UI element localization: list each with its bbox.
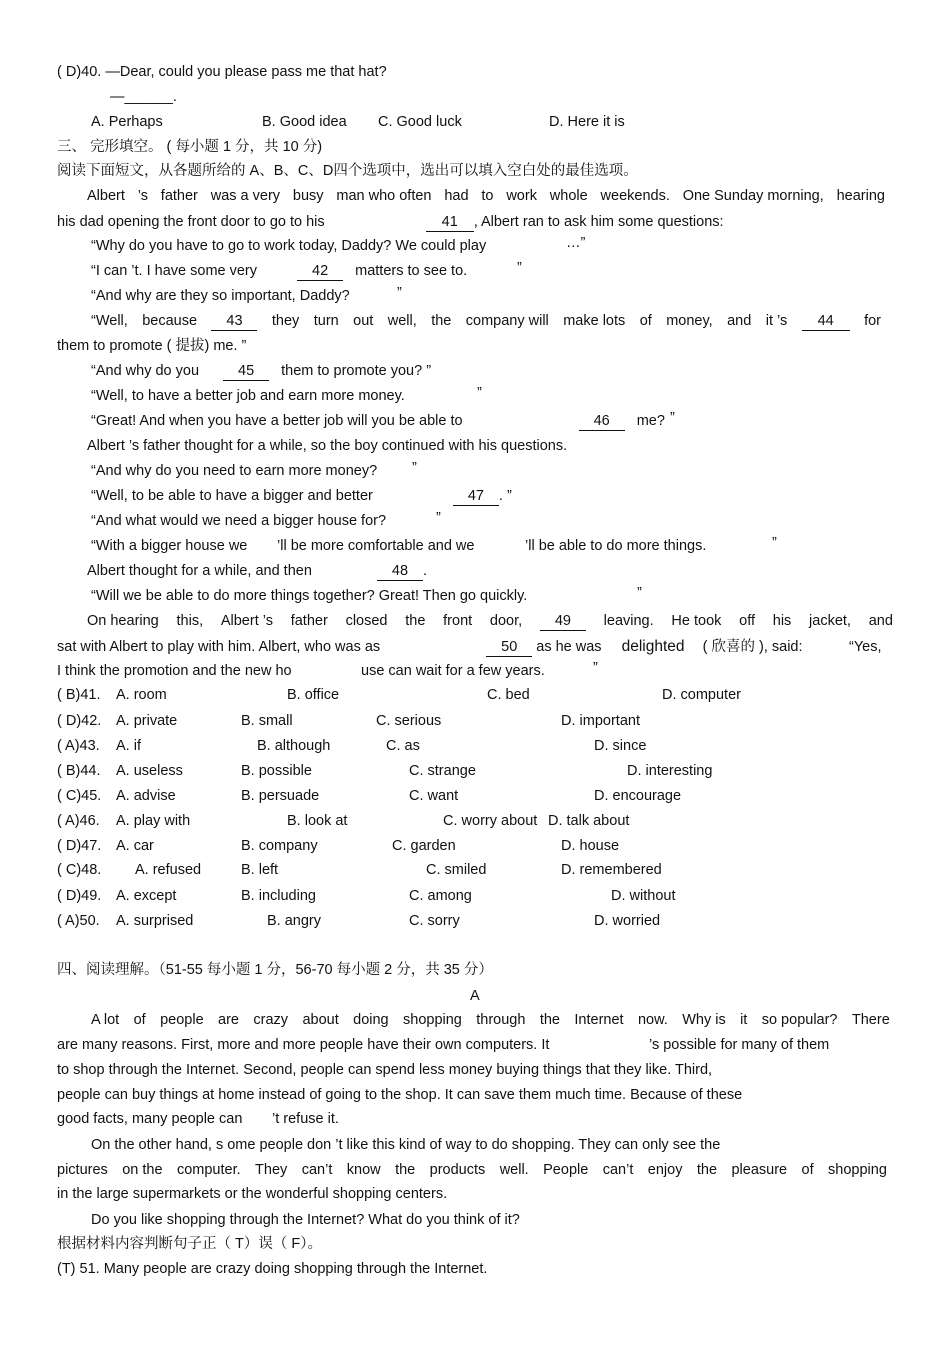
word: make lots: [563, 313, 626, 329]
cloze-line-10-end: ”: [670, 410, 675, 426]
blank-49[interactable]: 49: [540, 612, 586, 631]
answer-option: A. advise: [116, 788, 176, 804]
word: through: [476, 1012, 526, 1028]
reading-line-2a: are many reasons. First, more and more people have their own computers. It: [57, 1037, 550, 1053]
word: man who often: [336, 188, 432, 204]
cloze-line-20-end: ”: [593, 660, 598, 676]
question-51: (T) 51. Many people are crazy doing shopping through the Internet.: [57, 1261, 488, 1277]
word: so popular?: [761, 1012, 838, 1028]
word: they: [271, 313, 300, 329]
cloze-line-14-end: ”: [436, 510, 441, 526]
cloze-line-14: “And what would we need a bigger house for?: [91, 513, 387, 529]
word: hearing: [836, 188, 885, 204]
answer-option: C. as: [386, 738, 420, 754]
answer-option: C. garden: [392, 838, 456, 854]
answer-option: D. computer: [662, 687, 741, 703]
word: are: [218, 1012, 239, 1028]
answer-option: D. talk about: [548, 813, 630, 829]
word: whole: [549, 188, 588, 204]
answer-number: ( A)46.: [57, 813, 100, 829]
answer-option: B. including: [241, 888, 316, 904]
word: front: [443, 613, 473, 629]
blank-42[interactable]: 42: [297, 262, 343, 281]
answer-number: ( C)48.: [57, 862, 102, 878]
answer-option: B. look at: [287, 813, 348, 829]
answer-number: ( B)41.: [57, 687, 101, 703]
word: “Well,: [91, 313, 128, 329]
cloze-line-15a: “With a bigger house we: [91, 538, 248, 554]
word: door,: [489, 613, 523, 629]
answer-option: A. if: [116, 738, 141, 754]
answer-option: A. room: [116, 687, 167, 703]
cloze-line-17-end: ”: [637, 585, 642, 601]
cloze-line-15c: ’ll be able to do more things.: [525, 538, 707, 554]
cloze-line-20a: I think the promotion and the new ho: [57, 663, 292, 679]
word: work: [506, 188, 537, 204]
answer-option: D. remembered: [561, 862, 662, 878]
cloze-line-12-end: ”: [412, 460, 417, 476]
word: Internet: [574, 1012, 624, 1028]
answer-option: A. car: [116, 838, 154, 854]
cloze-line-19-end: “Yes,: [849, 639, 882, 655]
word: because: [142, 313, 198, 329]
word: On hearing: [87, 613, 159, 629]
word: of: [133, 1012, 146, 1028]
reading-line-9: Do you like shopping through the Internet? What do you think of it?: [91, 1212, 520, 1228]
word: the: [405, 613, 426, 629]
cloze-line-13: “Well, to be able to have a bigger and better 47 . ”: [91, 488, 512, 504]
word: the: [696, 1162, 718, 1178]
word: closed: [345, 613, 388, 629]
word: the: [539, 1012, 560, 1028]
word: Albert: [87, 188, 125, 204]
word: There: [851, 1012, 890, 1028]
cloze-line-10: “Great! And when you have a better job will you be able to 46 me?: [91, 413, 665, 429]
word: turn: [313, 313, 339, 329]
answer-option: A. surprised: [116, 913, 194, 929]
answer-option: D. interesting: [627, 763, 713, 779]
word: was a very: [210, 188, 281, 204]
word: products: [429, 1162, 486, 1178]
cloze-line-4-end: ”: [517, 260, 522, 276]
blank-41[interactable]: 41: [426, 213, 474, 232]
word: well,: [387, 313, 417, 329]
word: computer.: [176, 1162, 241, 1178]
q40-option-c: C. Good luck: [378, 114, 462, 130]
word: weekends.: [600, 188, 670, 204]
word: leaving.: [603, 613, 654, 629]
answer-option: D. important: [561, 713, 640, 729]
cloze-heading: 三、 完形填空。 ( 每小题 1 分，共 10 分): [57, 139, 323, 155]
cloze-line-2: his dad opening the front door to go to his 41 , Albert ran to ask him some questions:: [57, 214, 724, 230]
word: company will: [465, 313, 549, 329]
cloze-line-20b: use can wait for a few years.: [361, 663, 545, 679]
word: on the: [122, 1162, 163, 1178]
word: now.: [637, 1012, 668, 1028]
answer-number: ( D)47.: [57, 838, 102, 854]
cloze-line-15b: ’ll be more comfortable and we: [277, 538, 475, 554]
word: One Sunday morning,: [682, 188, 824, 204]
answer-option: B. small: [241, 713, 293, 729]
word: Why is: [682, 1012, 726, 1028]
reading-line-5a: good facts, many people can: [57, 1111, 243, 1127]
word: the: [395, 1162, 416, 1178]
word: Albert ’s: [220, 613, 273, 629]
answer-option: C. serious: [376, 713, 442, 729]
q40-option-a: A. Perhaps: [91, 114, 163, 130]
word: of: [801, 1162, 814, 1178]
reading-line-2b: ’s possible for many of them: [649, 1037, 830, 1053]
reading-line-1: [91, 1011, 890, 1029]
cloze-line-12: “And why do you need to earn more money?: [91, 463, 378, 479]
word: and: [727, 313, 752, 329]
answer-option: A. except: [116, 888, 177, 904]
reading-line-4: people can buy things at home instead of going to the shop. It can save them much time. Because of these: [57, 1087, 743, 1103]
answer-option: D. worried: [594, 913, 661, 929]
q40-option-d: D. Here it is: [549, 114, 625, 130]
word: busy: [292, 188, 324, 204]
judge-instruction: 根据材料内容判断句子正（ T）误（ F）。: [57, 1236, 323, 1252]
cloze-line-11: Albert ’s father thought for a while, so the boy continued with his questions.: [87, 438, 568, 454]
cloze-line-17: “Will we be able to do more things together? Great! Then go quickly.: [91, 588, 528, 604]
answer-option: A. useless: [116, 763, 183, 779]
word: doing: [353, 1012, 389, 1028]
cloze-line-19: sat with Albert to play with him. Albert, who was as 50 as he was delighted ( 欣喜的 ), said:: [57, 638, 803, 655]
word: shopping: [828, 1162, 887, 1178]
answer-option: B. angry: [267, 913, 321, 929]
cloze-line-9: “Well, to have a better job and earn more money.: [91, 388, 405, 404]
word: off: [739, 613, 755, 629]
cloze-line-1: [87, 187, 885, 205]
word: father: [290, 613, 328, 629]
answer-option: C. strange: [409, 763, 476, 779]
cloze-line-8: “And why do you 45 them to promote you? ”: [91, 363, 432, 379]
blank-48[interactable]: 48: [377, 562, 423, 581]
answer-option: A. play with: [116, 813, 191, 829]
word: know: [346, 1162, 381, 1178]
word: They: [255, 1162, 288, 1178]
cloze-line-4: “I can ’t. I have some very 42 matters to see to.: [91, 263, 468, 279]
word: this,: [176, 613, 204, 629]
answer-option: D. since: [594, 738, 647, 754]
answer-option: A. private: [116, 713, 178, 729]
answer-option: B. although: [257, 738, 331, 754]
word: pleasure: [731, 1162, 788, 1178]
cloze-line-15-end: ”: [772, 535, 777, 551]
answer-option: C. sorry: [409, 913, 460, 929]
answer-option: D. without: [611, 888, 676, 904]
answer-option: B. left: [241, 862, 279, 878]
blank-46[interactable]: 46: [579, 412, 625, 431]
word: out: [353, 313, 374, 329]
q40-option-b: B. Good idea: [262, 114, 347, 130]
cloze-line-3-end: …”: [566, 235, 586, 251]
word: can’t: [602, 1162, 634, 1178]
reading-line-6: On the other hand, s ome people don ’t like this kind of way to do shopping. They can only see the: [91, 1137, 721, 1153]
reading-line-5b: ’t refuse it.: [272, 1111, 339, 1127]
word: had: [444, 188, 469, 204]
cloze-line-9-end: ”: [477, 385, 482, 401]
reading-line-7: [57, 1161, 887, 1179]
blank-45[interactable]: 45: [223, 362, 269, 381]
blank-43[interactable]: 43: [211, 312, 257, 331]
answer-option: D. encourage: [594, 788, 682, 804]
word: crazy: [253, 1012, 289, 1028]
word: shopping: [403, 1012, 462, 1028]
answer-option: C. among: [409, 888, 472, 904]
answer-number: ( D)49.: [57, 888, 102, 904]
answer-option: C. worry about: [443, 813, 538, 829]
word: enjoy: [647, 1162, 683, 1178]
word: ’s: [137, 188, 148, 204]
word: He took: [671, 613, 722, 629]
cloze-instruction: 阅读下面短文，从各题所给的 A、B、C、D四个选项中，选出可以填入空白处的最佳选项。: [57, 163, 638, 179]
cloze-line-5-end: ”: [397, 285, 402, 301]
reading-line-3: to shop through the Internet. Second, people can spend less money buying things that they like. Third,: [57, 1062, 713, 1078]
word: for: [864, 313, 881, 329]
word: A lot: [91, 1012, 120, 1028]
word: the: [431, 313, 452, 329]
word: jacket,: [809, 613, 851, 629]
word: of: [639, 313, 652, 329]
blank-47[interactable]: 47: [453, 487, 499, 506]
answer-option: B. persuade: [241, 788, 320, 804]
answer-option: C. bed: [487, 687, 530, 703]
word: pictures: [57, 1162, 108, 1178]
cloze-line-6: [91, 312, 881, 331]
answer-number: ( B)44.: [57, 763, 101, 779]
word: it: [740, 1012, 748, 1028]
reading-heading: 四、阅读理解。（51-55 每小题 1 分，56-70 每小题 2 分，共 35 分）: [57, 962, 493, 978]
word: father: [160, 188, 198, 204]
answer-option: C. want: [409, 788, 459, 804]
answer-option: B. company: [241, 838, 318, 854]
cloze-line-16: Albert thought for a while, and then 48 .: [87, 563, 427, 579]
blank-50[interactable]: 50: [486, 638, 532, 657]
word: his: [772, 613, 792, 629]
word: and: [868, 613, 893, 629]
answer-option: C. smiled: [426, 862, 487, 878]
word: it ’s: [765, 313, 788, 329]
answer-number: ( A)43.: [57, 738, 100, 754]
q40-reply: —______.: [110, 89, 177, 105]
answer-number: ( C)45.: [57, 788, 102, 804]
answer-option: B. office: [287, 687, 340, 703]
word: to: [481, 188, 494, 204]
q40-stem: ( D)40. —Dear, could you please pass me that hat?: [57, 64, 387, 80]
answer-option: D. house: [561, 838, 620, 854]
word: about: [302, 1012, 339, 1028]
word: People: [543, 1162, 589, 1178]
answer-number: ( A)50.: [57, 913, 100, 929]
cloze-line-5: “And why are they so important, Daddy?: [91, 288, 350, 304]
answer-option: B. possible: [241, 763, 312, 779]
word: can’t: [301, 1162, 333, 1178]
cloze-line-3: “Why do you have to go to work today, Daddy? We could play: [91, 238, 487, 254]
cloze-line-18: [87, 612, 893, 631]
word: money,: [666, 313, 713, 329]
reading-line-8: in the large supermarkets or the wonderful shopping centers.: [57, 1186, 448, 1202]
blank-44[interactable]: 44: [802, 312, 850, 331]
answer-option: A. refused: [135, 862, 202, 878]
cloze-line-7: them to promote ( 提拔) me. ”: [57, 338, 247, 354]
reading-section-label: A: [470, 988, 480, 1004]
word: well.: [499, 1162, 529, 1178]
answer-number: ( D)42.: [57, 713, 102, 729]
word: people: [160, 1012, 204, 1028]
